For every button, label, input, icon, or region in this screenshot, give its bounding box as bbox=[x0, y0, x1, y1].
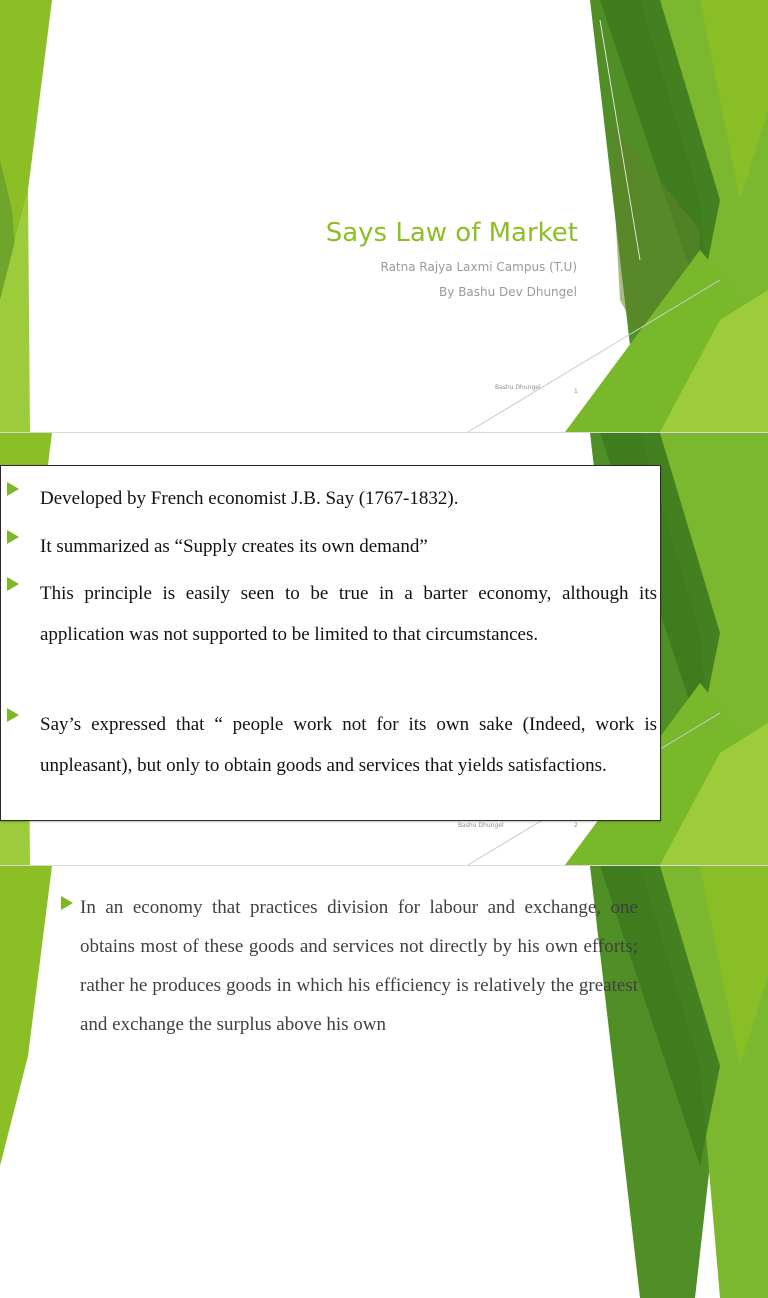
title-slide bbox=[0, 0, 768, 432]
bullet-arrow-icon bbox=[61, 896, 73, 910]
content-slide bbox=[0, 433, 768, 865]
bullet-item: Say’s expressed that “ people work not for its own sake (Indeed, work is unpleasant), but only to obtain goods and services that yields satisfactions. bbox=[1, 704, 657, 786]
page-number: 1 bbox=[574, 388, 578, 395]
footer-author: Bashu Dhungel bbox=[458, 822, 504, 829]
content-slide-partial bbox=[0, 866, 768, 1035]
page-number: 2 bbox=[574, 822, 578, 829]
bullet-item: In an economy that practices division for labour and exchange, one obtains most of these goods and services not directly by his own efforts; rather he produces goods in which his efficiency is relatively the greatest and exchange the surplus above his own bbox=[80, 897, 638, 1035]
bullet-item: It summarized as “Supply creates its own demand” bbox=[1, 526, 657, 567]
bullet-item: Developed by French economist J.B. Say (1767-1832). bbox=[1, 478, 657, 519]
bullet-arrow-icon bbox=[7, 530, 19, 544]
bullet-arrow-icon bbox=[7, 708, 19, 722]
bullet-text-box bbox=[0, 465, 661, 821]
footer-author: Bashu Dhungel bbox=[495, 384, 541, 391]
slide-subtitle-campus: Ratna Rajya Laxmi Campus (T.U) bbox=[380, 260, 577, 274]
bullet-arrow-icon bbox=[7, 482, 19, 496]
bullet-arrow-icon bbox=[7, 577, 19, 591]
decorative-green-shapes bbox=[0, 0, 768, 432]
bullet-item: This principle is easily seen to be true in a barter economy, although its application was not supported to be limited to that circumstances. bbox=[1, 573, 657, 655]
slide-subtitle-author: By Bashu Dev Dhungel bbox=[439, 285, 577, 299]
slide-title: Says Law of Market bbox=[325, 218, 578, 248]
